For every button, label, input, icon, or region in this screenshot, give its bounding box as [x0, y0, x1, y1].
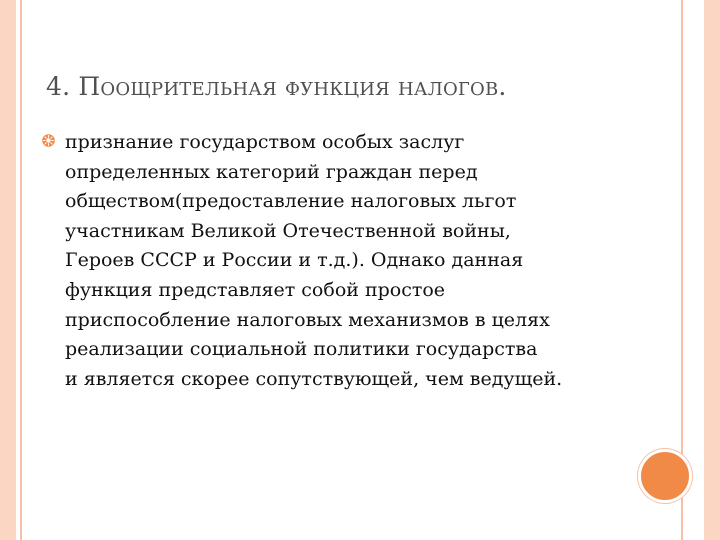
sun-bullet-icon	[42, 134, 55, 147]
orange-circle-decoration	[638, 449, 692, 503]
left-border-line	[20, 0, 22, 540]
bullet-line: участникам Великой Отечественной войны,	[65, 219, 511, 242]
bullet-line: определенных категорий граждан перед	[65, 160, 478, 183]
bullet-line: и является скорее сопутствующей, чем ведущей.	[65, 367, 563, 390]
bullet-line: функция представляет собой простое	[65, 278, 446, 301]
bullet-line: приспособление налоговых механизмов в целях	[65, 308, 550, 331]
bullet-line: реализации социальной политики государства	[65, 338, 538, 361]
bullet-line: обществом(предоставление налоговых льгот	[65, 190, 517, 213]
bullet-line: признание государством особых заслуг	[65, 131, 465, 153]
bullet-text	[65, 128, 650, 394]
left-border-band	[0, 0, 16, 540]
bullet-line: Героев СССР и России и т.д.). Однако данная	[65, 249, 524, 272]
right-border-band	[704, 0, 720, 540]
slide-title: 4. Поощрительная функция налогов.	[46, 72, 507, 101]
